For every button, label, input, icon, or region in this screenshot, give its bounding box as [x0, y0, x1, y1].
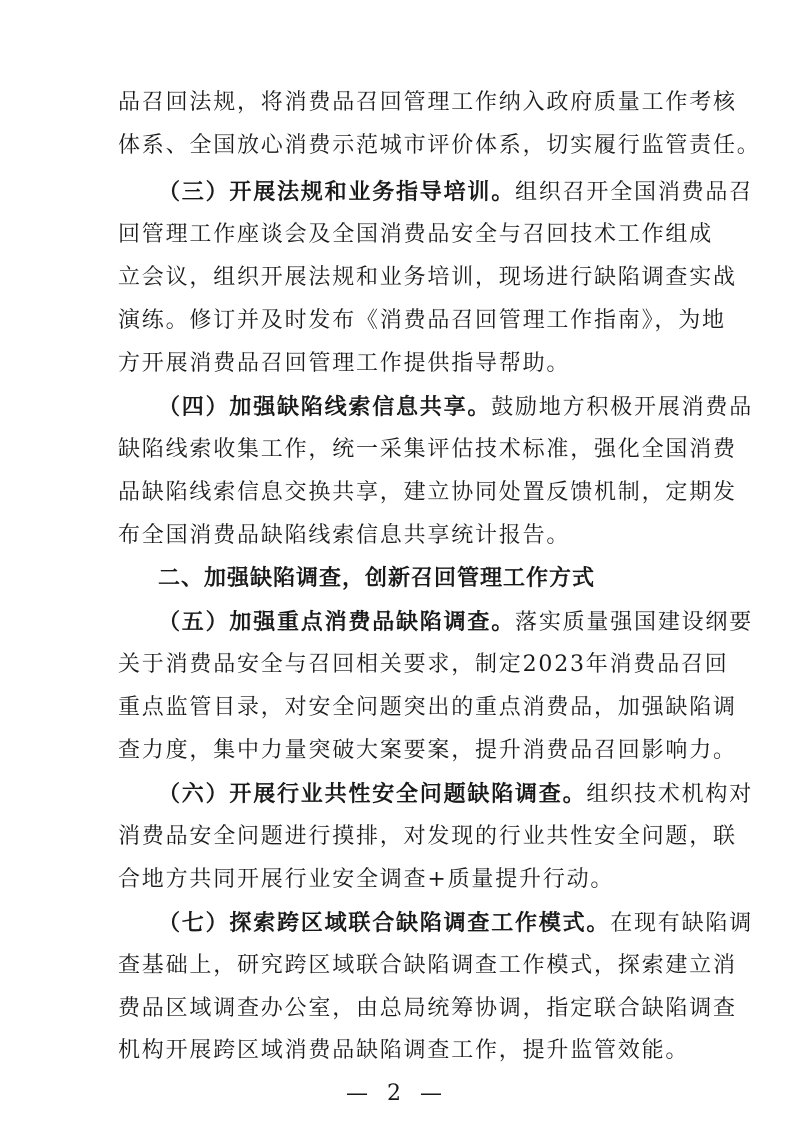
text-line: 体系、全国放心消费示范城市评价体系，切实履行监管责任。 [118, 133, 761, 158]
paragraph-5-label: （五）加强重点消费品缺陷调查。 [158, 609, 516, 635]
page-number: — 2 — [346, 1081, 448, 1106]
paragraph-3-label: （三）开展法规和业务指导培训。 [158, 179, 516, 205]
text-line: 费品区域调查办公室，由总局统筹协调，指定联合缺陷调查 [118, 996, 737, 1021]
text-line: 品召回法规，将消费品召回管理工作纳入政府质量工作考核 [118, 90, 737, 115]
text-line: 消费品安全问题进行摸排，对发现的行业共性安全问题，联 [118, 824, 737, 849]
text-line: 合地方共同开展行业安全调查+质量提升行动。 [118, 867, 615, 892]
paragraph-5-first-line: （五）加强重点消费品缺陷调查。落实质量强国建设纲要 [158, 609, 754, 635]
paragraph-6-first-line: （六）开展行业共性安全问题缺陷调查。组织技术机构对 [158, 781, 754, 807]
text-line: 演练。修订并及时发布《消费品召回管理工作指南》，为地 [118, 308, 726, 333]
section-heading: 二、加强缺陷调查，创新召回管理工作方式 [158, 566, 596, 591]
paragraph-7-first-line: （七）探索跨区域联合缺陷调查工作模式。在现有缺陷调 [158, 910, 754, 936]
text-line: 缺陷线索收集工作，统一采集评估技术标准，强化全国消费 [118, 437, 737, 462]
text-line: 回管理工作座谈会及全国消费品安全与召回技术工作组成 [118, 222, 714, 247]
text-line: 立会议，组织开展法规和业务培训，现场进行缺陷调查实战 [118, 265, 737, 290]
text-line: 关于消费品安全与召回相关要求，制定2023年消费品召回 [118, 652, 729, 677]
text-line: 重点监管目录，对安全问题突出的重点消费品，加强缺陷调 [118, 695, 737, 720]
paragraph-3-first-line: （三）开展法规和业务指导培训。组织召开全国消费品召 [158, 179, 754, 205]
text-line: 查基础上，研究跨区域联合缺陷调查工作模式，探索建立消 [118, 953, 737, 978]
text-line: 品缺陷线索信息交换共享，建立协同处置反馈机制，定期发 [118, 480, 737, 505]
paragraph-7-label: （七）探索跨区域联合缺陷调查工作模式。 [158, 910, 611, 936]
paragraph-4-first-line: （四）加强缺陷线索信息共享。鼓励地方积极开展消费品 [158, 394, 754, 420]
text-line: 机构开展跨区域消费品缺陷调查工作，提升监管效能。 [118, 1038, 690, 1063]
text-line: 布全国消费品缺陷线索信息共享统计报告。 [118, 523, 571, 548]
text-line: 查力度，集中力量突破大案要案，提升消费品召回影响力。 [118, 738, 737, 763]
text-line: 方开展消费品召回管理工作提供指导帮助。 [118, 351, 571, 376]
paragraph-4-label: （四）加强缺陷线索信息共享。 [158, 394, 492, 420]
paragraph-6-label: （六）开展行业共性安全问题缺陷调查。 [158, 781, 587, 807]
